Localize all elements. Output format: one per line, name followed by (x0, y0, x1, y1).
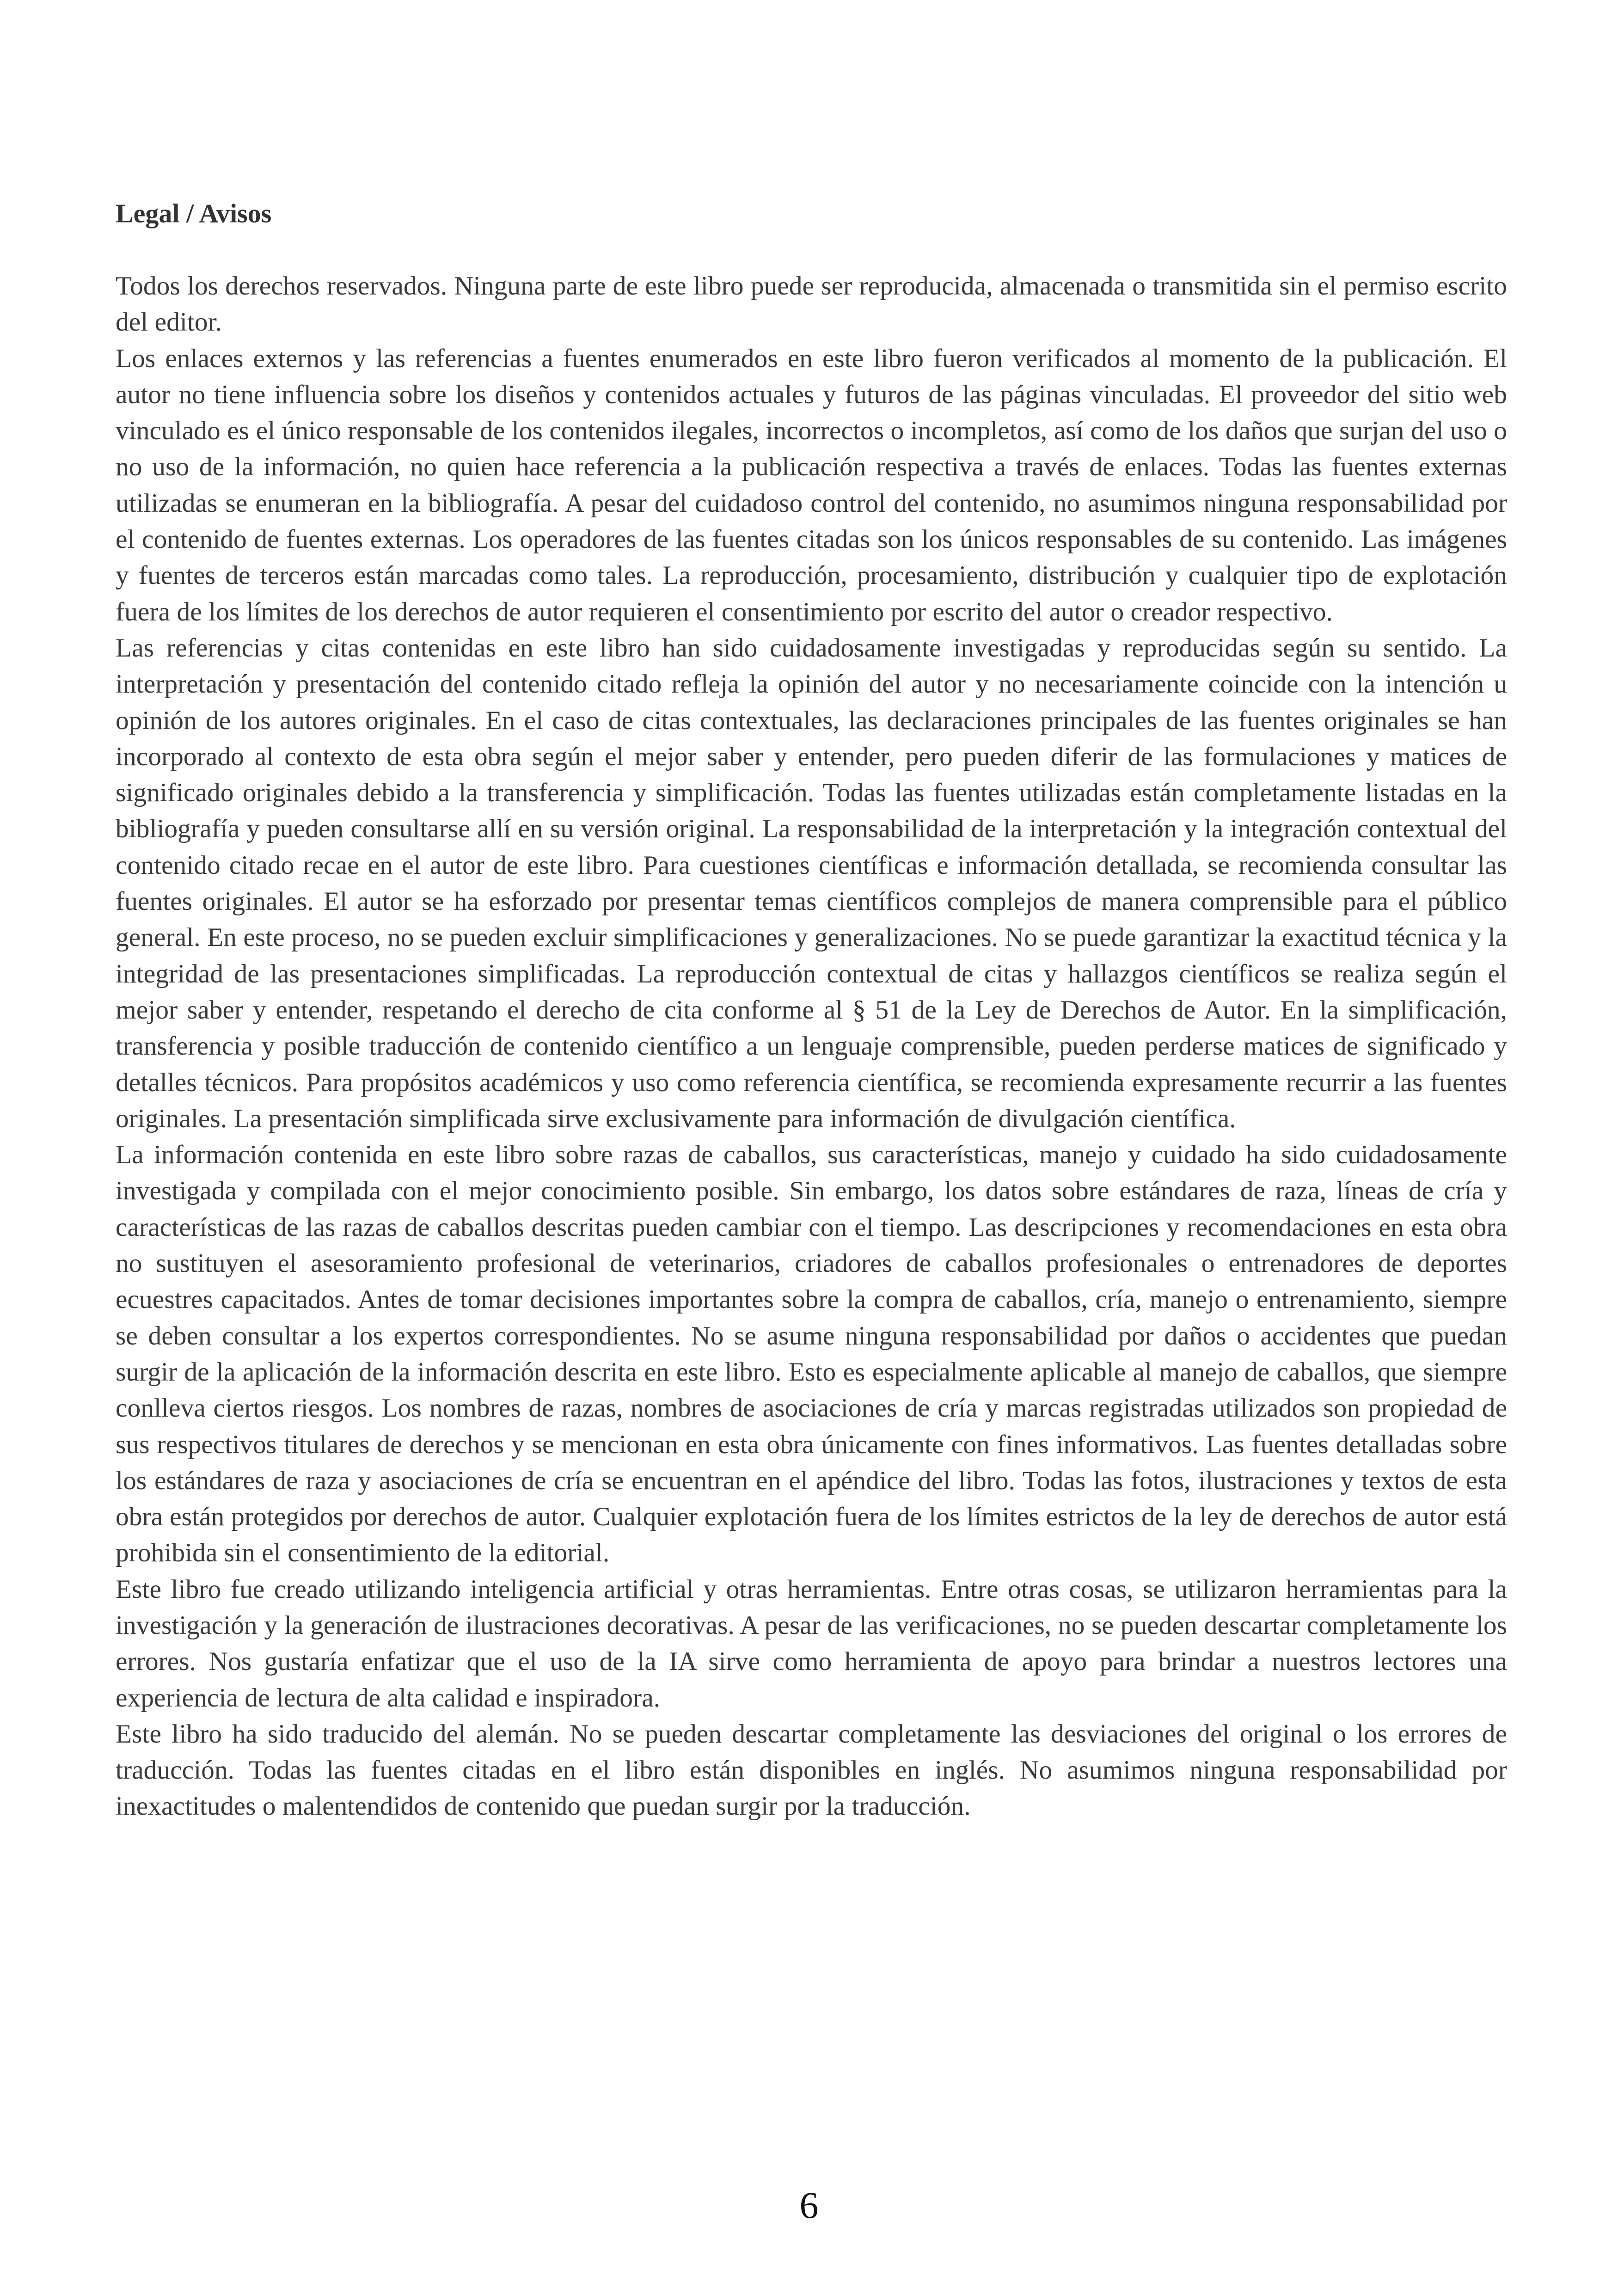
paragraph-ai-notice: Este libro fue creado utilizando inteligencia artificial y otras herramientas. Entre otras cosas, se utilizaron herramientas para la investigación y la generación de ilustraciones decorativas. A pesar de las verificaciones, no se pueden descartar completamente los errores. Nos gustaría enfatizar que el uso de la IA sirve como herramienta de apoyo para brindar a nuestros lectores una experiencia de lectura de alta calidad e inspiradora. (116, 1574, 1507, 1713)
body-text (116, 268, 1507, 1825)
paragraph-rights: Todos los derechos reservados. Ninguna parte de este libro puede ser reproducida, almacenada o transmitida sin el permiso escrito del editor. (116, 271, 1507, 337)
page-number: 6 (799, 2184, 819, 2226)
paragraph-horse-info: La información contenida en este libro sobre razas de caballos, sus características, manejo y cuidado ha sido cuidadosamente investigada y compilada con el mejor conocimiento posible. Sin embargo, los datos sobre estándares de raza, líneas de cría y características de las razas de caballos descritas pueden cambiar con el tiempo. Las descripciones y recomendaciones en esta obra no sustituyen el asesoramiento profesional de veterinarios, criadores de caballos profesionales o entrenadores de deportes ecuestres capacitados. Antes de tomar decisiones importantes sobre la compra de caballos, cría, manejo o entrenamiento, siempre se deben consultar a los expertos correspondientes. No se asume ninguna responsabilidad por daños o accidentes que puedan surgir de la aplicación de la información descrita en este libro. Esto es especialmente aplicable al manejo de caballos, que siempre conlleva ciertos riesgos. Los nombres de razas, nombres de asociaciones de cría y marcas registradas utilizados son propiedad de sus respectivos titulares de derechos y se mencionan en esta obra únicamente con fines informativos. Las fuentes detalladas sobre los estándares de raza y asociaciones de cría se encuentran en el apéndice del libro. Todas las fotos, ilustraciones y textos de esta obra están protegidos por derechos de autor. Cualquier explotación fuera de los límites estrictos de la ley de derechos de autor está prohibida sin el consentimiento de la editorial. (116, 1140, 1507, 1568)
page-heading: Legal / Avisos (116, 198, 272, 228)
paragraph-external-links: Los enlaces externos y las referencias a fuentes enumerados en este libro fueron verificados al momento de la publicación. El autor no tiene influencia sobre los diseños y contenidos actuales y futuros de las páginas vinculadas. El proveedor del sitio web vinculado es el único responsable de los contenidos ilegales, incorrectos o incompletos, así como de los daños que surjan del uso o no uso de la información, no quien hace referencia a la publicación respectiva a través de enlaces. Todas las fuentes externas utilizadas se enumeran en la bibliografía. A pesar del cuidadoso control del contenido, no asumimos ninguna responsabilidad por el contenido de fuentes externas. Los operadores de las fuentes citadas son los únicos responsables de su contenido. Las imágenes y fuentes de terceros están marcadas como tales. La reproducción, procesamiento, distribución y cualquier tipo de explotación fuera de los límites de los derechos de autor requieren el consentimiento por escrito del autor o creador respectivo. (116, 344, 1507, 626)
paragraph-translation: Este libro ha sido traducido del alemán. No se pueden descartar completamente las desviaciones del original o los errores de traducción. Todas las fuentes citadas en el libro están disponibles en inglés. No asumimos ninguna responsabilidad por inexactitudes o malentendidos de contenido que puedan surgir por la traducción. (116, 1719, 1507, 1821)
paragraph-citations: Las referencias y citas contenidas en este libro han sido cuidadosamente investigadas y reproducidas según su sentido. La interpretación y presentación del contenido citado refleja la opinión del autor y no necesariamente coincide con la intención u opinión de los autores originales. En el caso de citas contextuales, las declaraciones principales de las fuentes originales se han incorporado al contexto de esta obra según el mejor saber y entender, pero pueden diferir de las formulaciones y matices de significado originales debido a la transferencia y simplificación. Todas las fuentes utilizadas están completamente listadas en la bibliografía y pueden consultarse allí en su versión original. La responsabilidad de la interpretación y la integración contextual del contenido citado recae en el autor de este libro. Para cuestiones científicas e información detallada, se recomienda consultar las fuentes originales. El autor se ha esforzado por presentar temas científicos complejos de manera comprensible para el público general. En este proceso, no se pueden excluir simplificaciones y generalizaciones. No se puede garantizar la exactitud técnica y la integridad de las presentaciones simplificadas. La reproducción contextual de citas y hallazgos científicos se realiza según el mejor saber y entender, respetando el derecho de cita conforme al § 51 de la Ley de Derechos de Autor. En la simplificación, transferencia y posible traducción de contenido científico a un lenguaje comprensible, pueden perderse matices de significado y detalles técnicos. Para propósitos académicos y uso como referencia científica, se recomienda expresamente recurrir a las fuentes originales. La presentación simplificada sirve exclusivamente para información de divulgación científica. (116, 633, 1507, 1133)
